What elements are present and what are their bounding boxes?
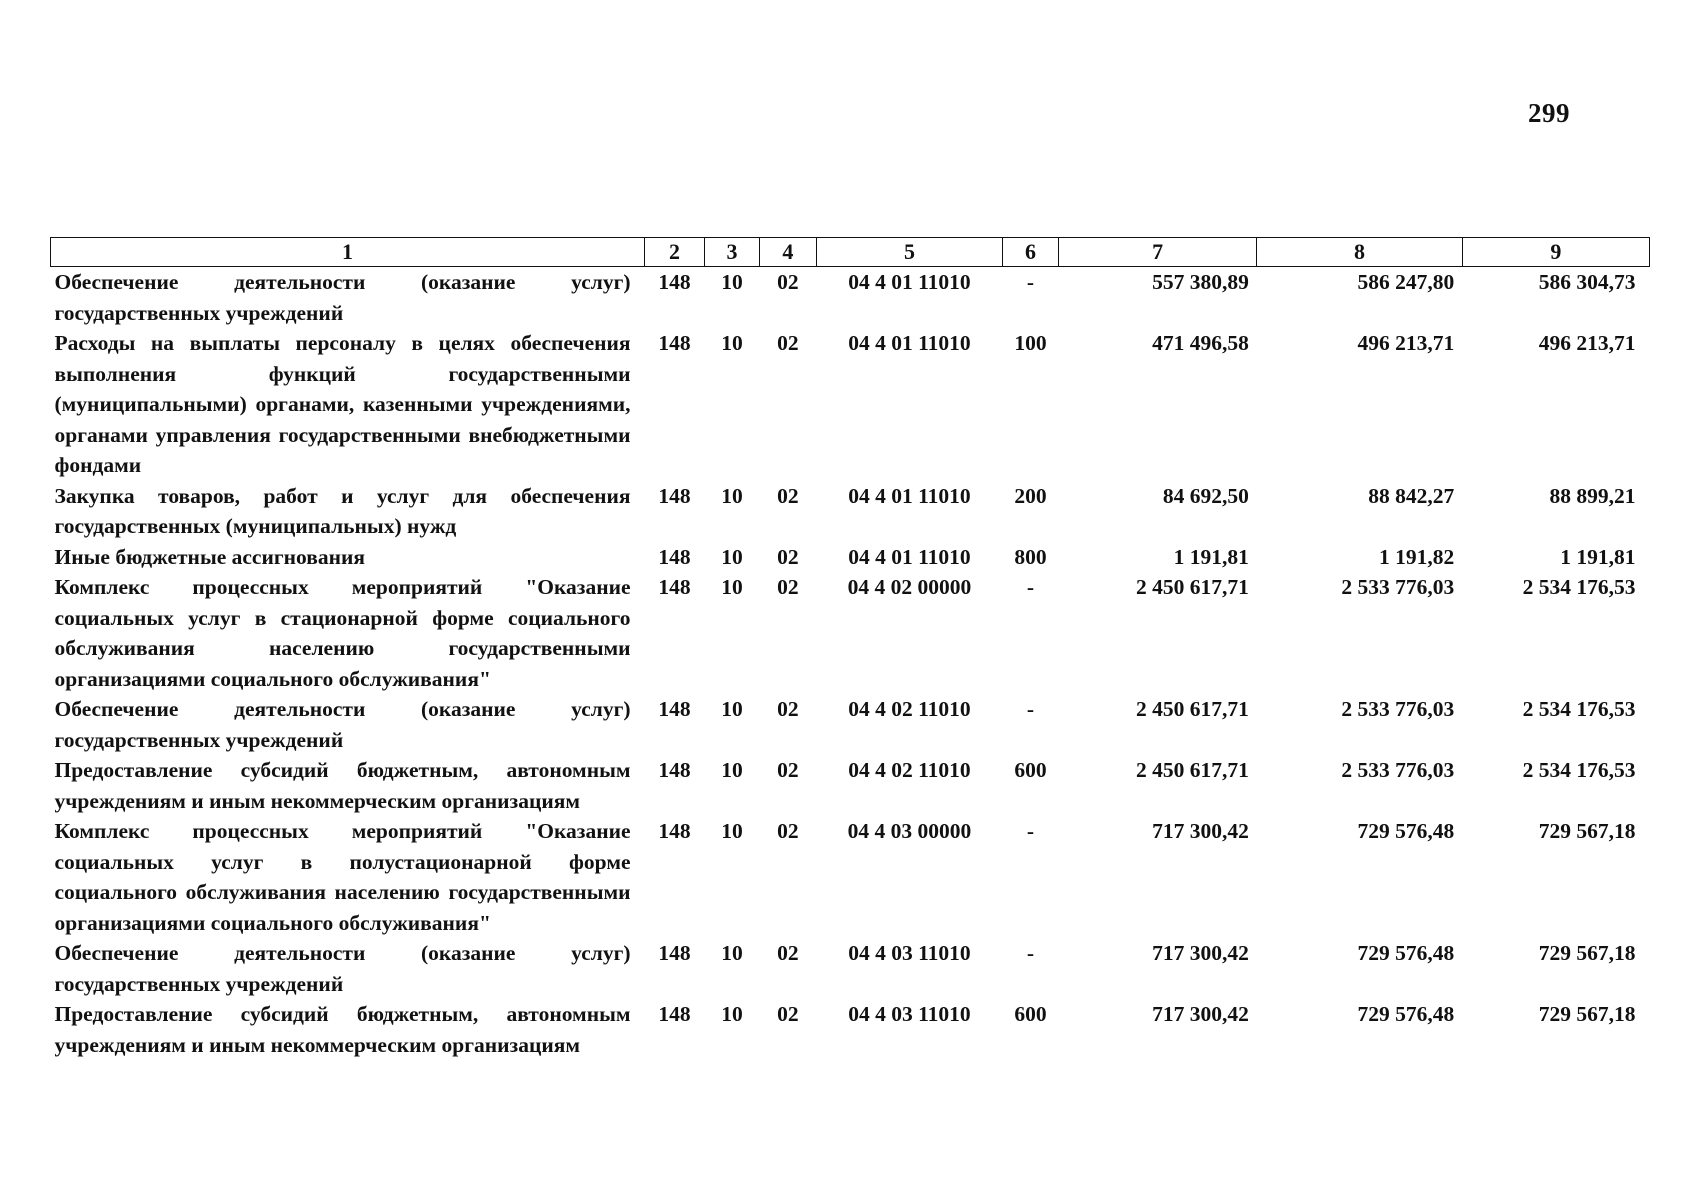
row-col-3: 10 (721, 270, 743, 294)
table-row (51, 481, 1650, 542)
row-col-8: 1 191,82 (1379, 544, 1455, 569)
row-col-9: 2 534 176,53 (1522, 697, 1636, 721)
row-col-4: 02 (777, 544, 799, 569)
table-row (51, 816, 1650, 938)
table-row (51, 755, 1650, 816)
column-header-9: 9 (1462, 238, 1649, 267)
column-header-4: 4 (759, 238, 816, 267)
row-col-7: 557 380,89 (1152, 270, 1249, 294)
row-col-5: 04 4 03 11010 (848, 1002, 971, 1026)
row-col-4: 02 (777, 270, 799, 294)
row-col-2: 148 (658, 544, 691, 569)
row-col-4: 02 (777, 697, 799, 721)
column-header-6: 6 (1003, 238, 1059, 267)
row-col-3: 10 (721, 758, 743, 782)
row-col-2: 148 (658, 758, 691, 782)
row-col-5: 04 4 03 00000 (847, 819, 972, 843)
row-col-6: - (1026, 819, 1035, 843)
row-col-9: 586 304,73 (1538, 270, 1636, 294)
row-col-6: 100 (1014, 331, 1047, 355)
row-col-2: 148 (658, 575, 691, 599)
row-col-9: 2 534 176,53 (1522, 575, 1636, 599)
header-row (51, 238, 1650, 267)
row-col-7: 2 450 617,71 (1135, 758, 1249, 782)
row-col-5: 04 4 01 11010 (848, 270, 971, 294)
row-col-3: 10 (721, 697, 743, 721)
row-col-2: 148 (658, 819, 691, 843)
row-col-5: 04 4 01 11010 (848, 483, 971, 508)
column-header-1: 1 (51, 238, 645, 267)
row-col-3: 10 (721, 575, 743, 599)
row-col-2: 148 (658, 270, 691, 294)
row-col-6: - (1026, 941, 1035, 965)
row-name: Закупка товаров, работ и услуг для обеспечения государственных (муниципальных) нужд (54, 483, 631, 538)
table-body (51, 267, 1650, 1061)
row-col-3: 10 (721, 544, 743, 569)
row-name: Обеспечение деятельности (оказание услуг) государственных учреждений (54, 270, 631, 325)
row-col-5: 04 4 01 11010 (848, 544, 971, 569)
table-header (51, 238, 1650, 267)
row-col-8: 496 213,71 (1357, 331, 1455, 355)
row-col-8: 729 576,48 (1357, 941, 1455, 965)
row-name: Предоставление субсидий бюджетным, автономным учреждениям и иным некоммерческим организациям (54, 1002, 631, 1057)
column-header-7: 7 (1058, 238, 1256, 267)
page-number: 299 (1528, 98, 1570, 128)
table-row (51, 267, 1650, 329)
row-col-2: 148 (658, 483, 691, 508)
row-col-3: 10 (721, 941, 743, 965)
row-col-6: 200 (1014, 483, 1047, 508)
row-col-7: 717 300,42 (1152, 1002, 1249, 1026)
row-col-4: 02 (777, 575, 799, 599)
row-col-9: 88 899,21 (1549, 483, 1636, 508)
row-col-3: 10 (721, 819, 743, 843)
row-col-6: 800 (1014, 544, 1047, 569)
row-col-4: 02 (777, 1002, 799, 1026)
row-col-9: 496 213,71 (1538, 331, 1636, 355)
row-col-6: 600 (1014, 1002, 1047, 1026)
table-row (51, 328, 1650, 481)
row-name: Комплекс процессных мероприятий "Оказание социальных услуг в стационарной форме социального обслуживания населению государственными организациями социального обслуживания" (54, 575, 631, 691)
row-col-6: - (1026, 270, 1035, 294)
row-col-3: 10 (721, 331, 743, 355)
row-name: Расходы на выплаты персоналу в целях обеспечения выполнения функций государственными (муниципальными) органами, казенными учреждениями, органами управления государственными внебюджетными фондами (54, 331, 631, 477)
row-col-9: 2 534 176,53 (1522, 758, 1636, 782)
table-row (51, 542, 1650, 573)
row-col-5: 04 4 03 11010 (848, 941, 971, 965)
row-col-7: 1 191,81 (1173, 544, 1249, 569)
row-col-8: 88 842,27 (1368, 483, 1455, 508)
row-col-6: - (1026, 575, 1035, 599)
row-col-4: 02 (777, 331, 799, 355)
row-col-5: 04 4 02 11010 (848, 697, 971, 721)
column-header-2: 2 (645, 238, 705, 267)
row-name: Комплекс процессных мероприятий "Оказание социальных услуг в полустационарной форме социального обслуживания населению государственными организациями социального обслуживания" (54, 819, 631, 935)
row-col-4: 02 (777, 941, 799, 965)
row-col-3: 10 (721, 1002, 743, 1026)
row-col-4: 02 (777, 483, 799, 508)
row-col-2: 148 (658, 1002, 691, 1026)
row-col-9: 729 567,18 (1538, 941, 1636, 965)
row-col-4: 02 (777, 758, 799, 782)
row-col-6: - (1026, 697, 1035, 721)
table-row (51, 999, 1650, 1060)
row-name: Предоставление субсидий бюджетным, автономным учреждениям и иным некоммерческим организациям (54, 758, 631, 813)
table-row (51, 938, 1650, 999)
row-col-8: 729 576,48 (1357, 1002, 1455, 1026)
row-col-6: 600 (1014, 758, 1047, 782)
row-col-2: 148 (658, 697, 691, 721)
column-header-8: 8 (1257, 238, 1462, 267)
row-col-3: 10 (721, 483, 743, 508)
row-name: Обеспечение деятельности (оказание услуг) государственных учреждений (54, 941, 631, 996)
row-col-4: 02 (777, 819, 799, 843)
row-col-8: 586 247,80 (1357, 270, 1455, 294)
table-row (51, 572, 1650, 694)
row-col-7: 717 300,42 (1152, 941, 1249, 965)
row-col-8: 729 576,48 (1357, 819, 1455, 843)
row-name: Обеспечение деятельности (оказание услуг) государственных учреждений (54, 697, 631, 752)
row-col-7: 2 450 617,71 (1135, 575, 1249, 599)
row-col-2: 148 (658, 941, 691, 965)
row-col-7: 84 692,50 (1162, 483, 1249, 508)
row-col-9: 729 567,18 (1538, 1002, 1636, 1026)
row-col-9: 729 567,18 (1538, 819, 1636, 843)
row-name: Иные бюджетные ассигнования (54, 544, 366, 569)
row-col-7: 717 300,42 (1152, 819, 1249, 843)
row-col-5: 04 4 01 11010 (848, 331, 971, 355)
row-col-7: 471 496,58 (1152, 331, 1249, 355)
column-header-5: 5 (816, 238, 1002, 267)
row-col-2: 148 (658, 331, 691, 355)
row-col-8: 2 533 776,03 (1341, 575, 1455, 599)
row-col-7: 2 450 617,71 (1135, 697, 1249, 721)
budget-table (50, 237, 1650, 1060)
row-col-5: 04 4 02 11010 (848, 758, 971, 782)
row-col-9: 1 191,81 (1560, 544, 1636, 569)
row-col-8: 2 533 776,03 (1341, 758, 1455, 782)
row-col-8: 2 533 776,03 (1341, 697, 1455, 721)
row-col-5: 04 4 02 00000 (847, 575, 972, 599)
column-header-3: 3 (705, 238, 760, 267)
table-row (51, 694, 1650, 755)
